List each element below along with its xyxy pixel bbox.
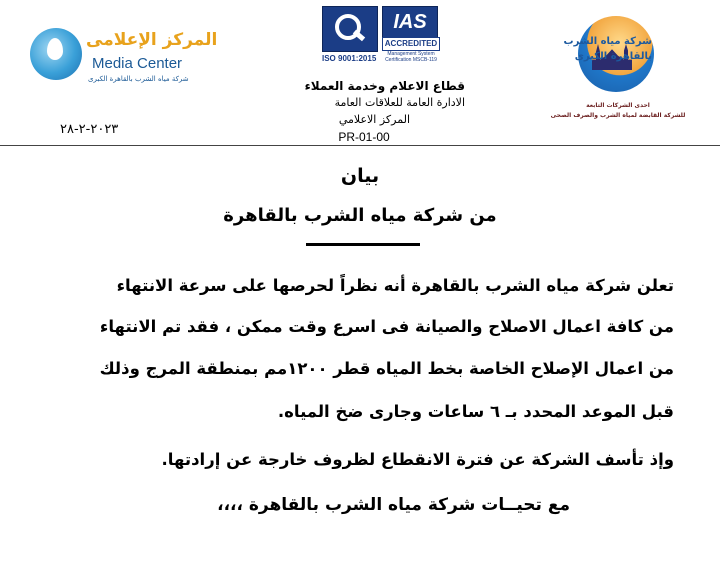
media-center-logo	[30, 22, 218, 92]
paragraph-line: تعلن شركة مياه الشرب بالقاهرة أنه نظراً لحرصها على سرعة الانتهاء	[116, 276, 674, 295]
company-name-line2: بالقاهرة الكبرى	[574, 51, 652, 62]
company-affiliation-line2: للشركة القابضة لمياه الشرب والصرف الصحى	[550, 112, 686, 119]
water-drop-icon	[30, 28, 82, 80]
company-affiliation-line1: احدى الشركات التابعة	[586, 102, 650, 109]
closing-greeting: مع تحيــات شركة مياه الشرب بالقاهرة ،،،،	[217, 495, 570, 515]
sector-name: قطاع الاعلام وخدمة العملاء	[304, 79, 465, 93]
apology-line: وإذ تأسف الشركة عن فترة الانقطاع لظروف خارجة عن إرادتها.	[161, 450, 674, 469]
iso-logo-icon	[322, 6, 378, 52]
water-company-logo	[548, 16, 688, 126]
company-name-line1: شركة مياه الشرب	[563, 36, 652, 47]
media-logo-arabic: المركز الإعلامى	[86, 30, 218, 50]
statement-subtitle: من شركة مياه الشرب بالقاهرة	[223, 205, 497, 226]
administration-name: الادارة العامة للعلاقات العامة	[334, 96, 465, 109]
document-date: ٢٠٢٣-٢-٢٨	[60, 122, 119, 137]
media-logo-english: Media Center	[92, 55, 183, 72]
media-logo-subtitle: شركة مياه الشرب بالقاهرة الكبرى	[88, 75, 189, 83]
certification-logos	[322, 6, 442, 76]
statement-title: بيان	[340, 165, 380, 187]
ias-logo-icon: IAS	[382, 6, 438, 38]
paragraph-line: من اعمال الإصلاح الخاصة بخط المياه قطر ١٢٠٠مم بمنطقة المرج وذلك	[99, 359, 674, 378]
center-name: المركز الاعلامي	[338, 113, 410, 126]
iso-label: ISO 9001:2015	[322, 54, 377, 63]
accredited-label: ACCREDITED	[382, 37, 440, 51]
ias-subtitle: Management System Certification MSCB-119	[385, 51, 437, 63]
title-underline	[306, 243, 420, 246]
header-divider	[0, 145, 720, 146]
paragraph-line: قبل الموعد المحدد بـ ٦ ساعات وجارى ضخ المياه.	[277, 402, 674, 421]
paragraph-line: من كافة اعمال الاصلاح والصيانة فى اسرع وقت ممكن ، فقد تم الانتهاء	[99, 317, 674, 336]
document-code: PR-01-00	[338, 130, 390, 144]
